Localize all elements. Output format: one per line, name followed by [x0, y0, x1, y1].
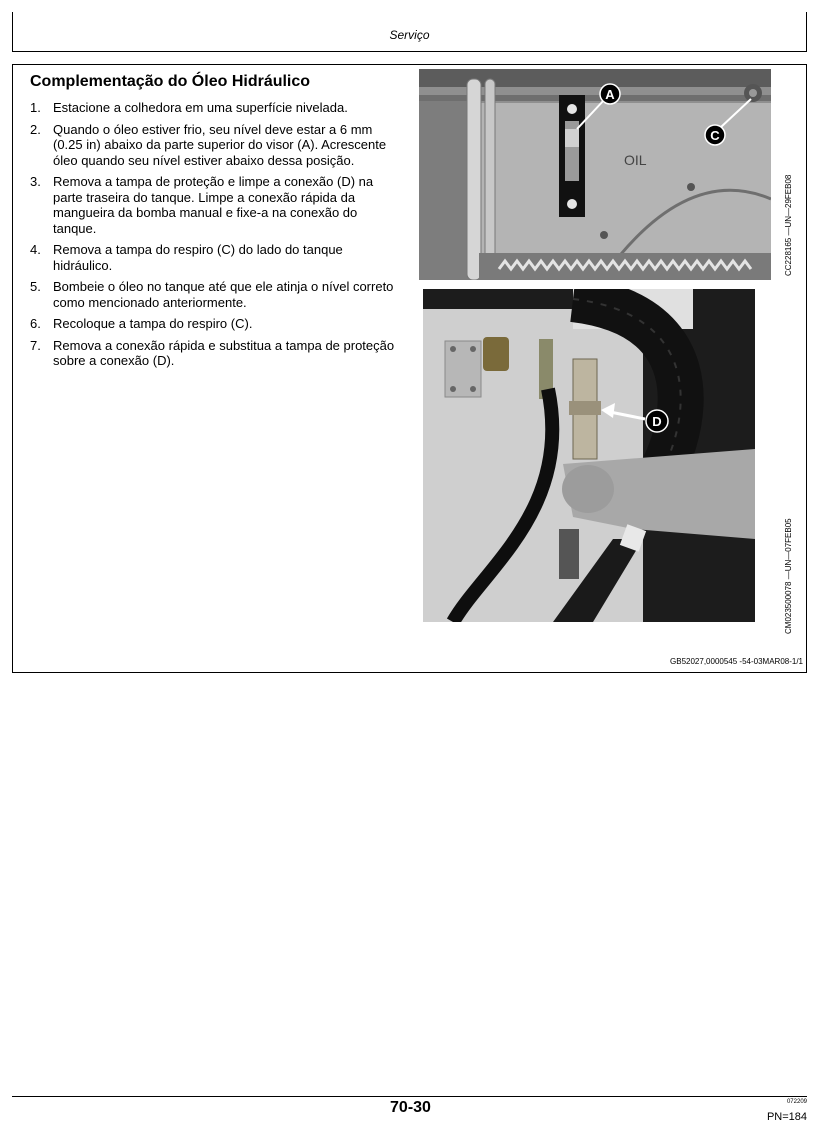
step-number: 4.: [30, 242, 41, 257]
step-text: Remova a tampa do respiro (C) do lado do tanque hidráulico.: [53, 242, 343, 273]
figure-code-top: CC228165 —UN—29FEB08: [784, 174, 793, 276]
section-title: Complementação do Óleo Hidráulico: [30, 73, 311, 90]
callout-a-label: A: [605, 87, 615, 102]
step-item: [30, 242, 398, 273]
step-text: Recoloque a tampa do respiro (C).: [53, 316, 253, 331]
step-item: [30, 338, 398, 369]
quick-coupler-photo: [423, 289, 755, 622]
step-number: 5.: [30, 279, 41, 294]
step-item: [30, 122, 398, 169]
step-text: Remova a tampa de proteção e limpe a conexão (D) na parte traseira do tanque. Limpe a conexão rápida da mangueira da bomba manual e fixe-a na conexão do tanque.: [53, 174, 374, 236]
page-number: 70-30: [390, 1099, 431, 1116]
figure-code-bottom: CM023500078 —UN—07FEB05: [784, 518, 793, 634]
footer-divider: [12, 1096, 807, 1097]
step-number: 2.: [30, 121, 41, 137]
oil-stencil: OIL: [624, 152, 647, 168]
header-title: Serviço: [389, 28, 430, 42]
header-frame: [12, 12, 807, 52]
reference-code: GB52027,0000545 -54-03MAR08-1/1: [670, 657, 803, 666]
steps-list: [30, 100, 398, 375]
step-item: [30, 279, 398, 310]
tank-sight-glass-illustration: [419, 69, 771, 280]
step-item: [30, 100, 398, 116]
tank-sight-glass-photo: [419, 69, 771, 280]
step-number: 7.: [30, 337, 41, 353]
step-text: Estacione a colhedora em uma superfície nivelada.: [53, 100, 348, 115]
date-code: 072209: [786, 1099, 807, 1105]
step-text: Quando o óleo estiver frio, seu nível deve estar a 6 mm (0.25 in) abaixo da parte superior do visor (A). Acrescente óleo quando seu nível estiver abaixo dessa posição.: [53, 121, 387, 168]
pn-code: PN=184: [766, 1111, 807, 1123]
step-number: 6.: [30, 316, 41, 331]
step-item: [30, 316, 398, 332]
step-text: Remova a conexão rápida e substitua a tampa de proteção sobre a conexão (D).: [53, 337, 395, 368]
step-number: 3.: [30, 174, 41, 189]
step-text: Bombeie o óleo no tanque até que ele atinja o nível correto como mencionado anteriormente.: [53, 279, 394, 310]
step-number: 1.: [30, 100, 41, 115]
quick-coupler-illustration: [423, 289, 755, 622]
step-item: [30, 174, 398, 236]
callout-d-label: D: [652, 414, 662, 429]
callout-c-label: C: [710, 128, 720, 143]
